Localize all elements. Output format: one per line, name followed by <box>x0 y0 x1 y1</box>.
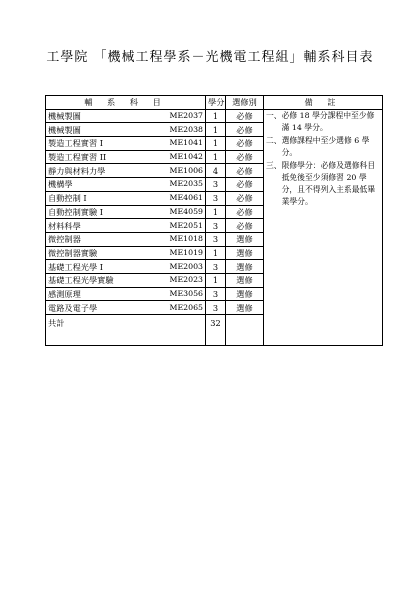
course-type: 選修 <box>226 301 264 315</box>
course-code: ME1006 <box>131 164 206 178</box>
header-type: 選修別 <box>226 96 264 110</box>
header-course: 輔 系 科 目 <box>46 96 206 110</box>
course-code: ME2023 <box>131 273 206 287</box>
note-item <box>266 135 380 159</box>
course-code: ME2051 <box>131 219 206 233</box>
note-text: 選修課程中至少選修 6 學分。 <box>281 135 370 157</box>
course-name: 製造工程實習 II <box>46 150 131 164</box>
course-code: ME2035 <box>131 178 206 192</box>
note-number: 三、 <box>266 160 282 170</box>
course-type: 必修 <box>226 150 264 164</box>
course-name: 機械製圖 <box>46 123 131 137</box>
course-type: 必修 <box>226 109 264 123</box>
course-name: 機械製圖 <box>46 109 131 123</box>
course-name: 微控制器 <box>46 232 131 246</box>
course-code: ME2038 <box>131 123 206 137</box>
course-name: 靜力與材料力學 <box>46 164 131 178</box>
course-name: 製造工程實習 I <box>46 137 131 151</box>
note-number: 一、 <box>266 110 282 120</box>
course-credits: 1 <box>206 205 226 219</box>
course-type: 選修 <box>226 287 264 301</box>
course-credits: 3 <box>206 219 226 233</box>
course-credits: 4 <box>206 164 226 178</box>
course-name: 電路及電子學 <box>46 301 131 315</box>
course-credits: 1 <box>206 123 226 137</box>
course-code: ME1019 <box>131 246 206 260</box>
course-credits: 1 <box>206 109 226 123</box>
course-type: 必修 <box>226 205 264 219</box>
course-name: 自動控制 I <box>46 191 131 205</box>
course-type: 選修 <box>226 232 264 246</box>
course-credits: 3 <box>206 301 226 315</box>
course-code: ME4061 <box>131 191 206 205</box>
course-credits: 1 <box>206 246 226 260</box>
table-row <box>46 109 383 123</box>
page-title: 工學院 「機械工程學系－光機電工程組」輔系科目表 <box>46 50 374 65</box>
course-code: ME2037 <box>131 109 206 123</box>
course-name: 基礎工程光學 I <box>46 260 131 274</box>
course-type: 選修 <box>226 246 264 260</box>
header-credits: 學分 <box>206 96 226 110</box>
course-name: 自動控制實驗 I <box>46 205 131 219</box>
total-type-empty <box>226 315 264 346</box>
course-type: 選修 <box>226 273 264 287</box>
course-code: ME1042 <box>131 150 206 164</box>
course-code: ME2003 <box>131 260 206 274</box>
course-name: 感測原理 <box>46 287 131 301</box>
total-credits: 32 <box>206 315 226 346</box>
course-type: 必修 <box>226 191 264 205</box>
course-credits: 3 <box>206 260 226 274</box>
notes-cell <box>264 109 383 345</box>
note-number: 二、 <box>266 135 282 145</box>
header-notes: 備 註 <box>264 96 383 110</box>
course-credits: 1 <box>206 137 226 151</box>
course-type: 必修 <box>226 123 264 137</box>
course-type: 選修 <box>226 260 264 274</box>
course-credits: 3 <box>206 178 226 192</box>
course-name: 材料科學 <box>46 219 131 233</box>
course-type: 必修 <box>226 137 264 151</box>
course-code: ME2065 <box>131 301 206 315</box>
course-type: 必修 <box>226 219 264 233</box>
course-code: ME1041 <box>131 137 206 151</box>
course-credits: 3 <box>206 287 226 301</box>
course-code: ME3056 <box>131 287 206 301</box>
course-name: 基礎工程光學實驗 <box>46 273 131 287</box>
course-name: 微控制器實驗 <box>46 246 131 260</box>
course-credits: 1 <box>206 273 226 287</box>
course-table <box>45 95 383 346</box>
course-credits: 3 <box>206 232 226 246</box>
note-item <box>266 160 380 208</box>
note-item <box>266 110 380 134</box>
course-code: ME4059 <box>131 205 206 219</box>
course-credits: 1 <box>206 150 226 164</box>
course-credits: 3 <box>206 191 226 205</box>
table-header-row <box>46 96 383 110</box>
note-text: 必修 18 學分課程中至少修滿 14 學分。 <box>281 110 375 132</box>
course-code: ME1018 <box>131 232 206 246</box>
course-type: 必修 <box>226 178 264 192</box>
note-text: 限修學分：必修及選修科目抵免後至少須修習 20 學分，且不得列入主系最低畢業學分。 <box>281 160 376 206</box>
course-name: 機構學 <box>46 178 131 192</box>
total-label: 共計 <box>46 315 206 346</box>
course-type: 必修 <box>226 164 264 178</box>
